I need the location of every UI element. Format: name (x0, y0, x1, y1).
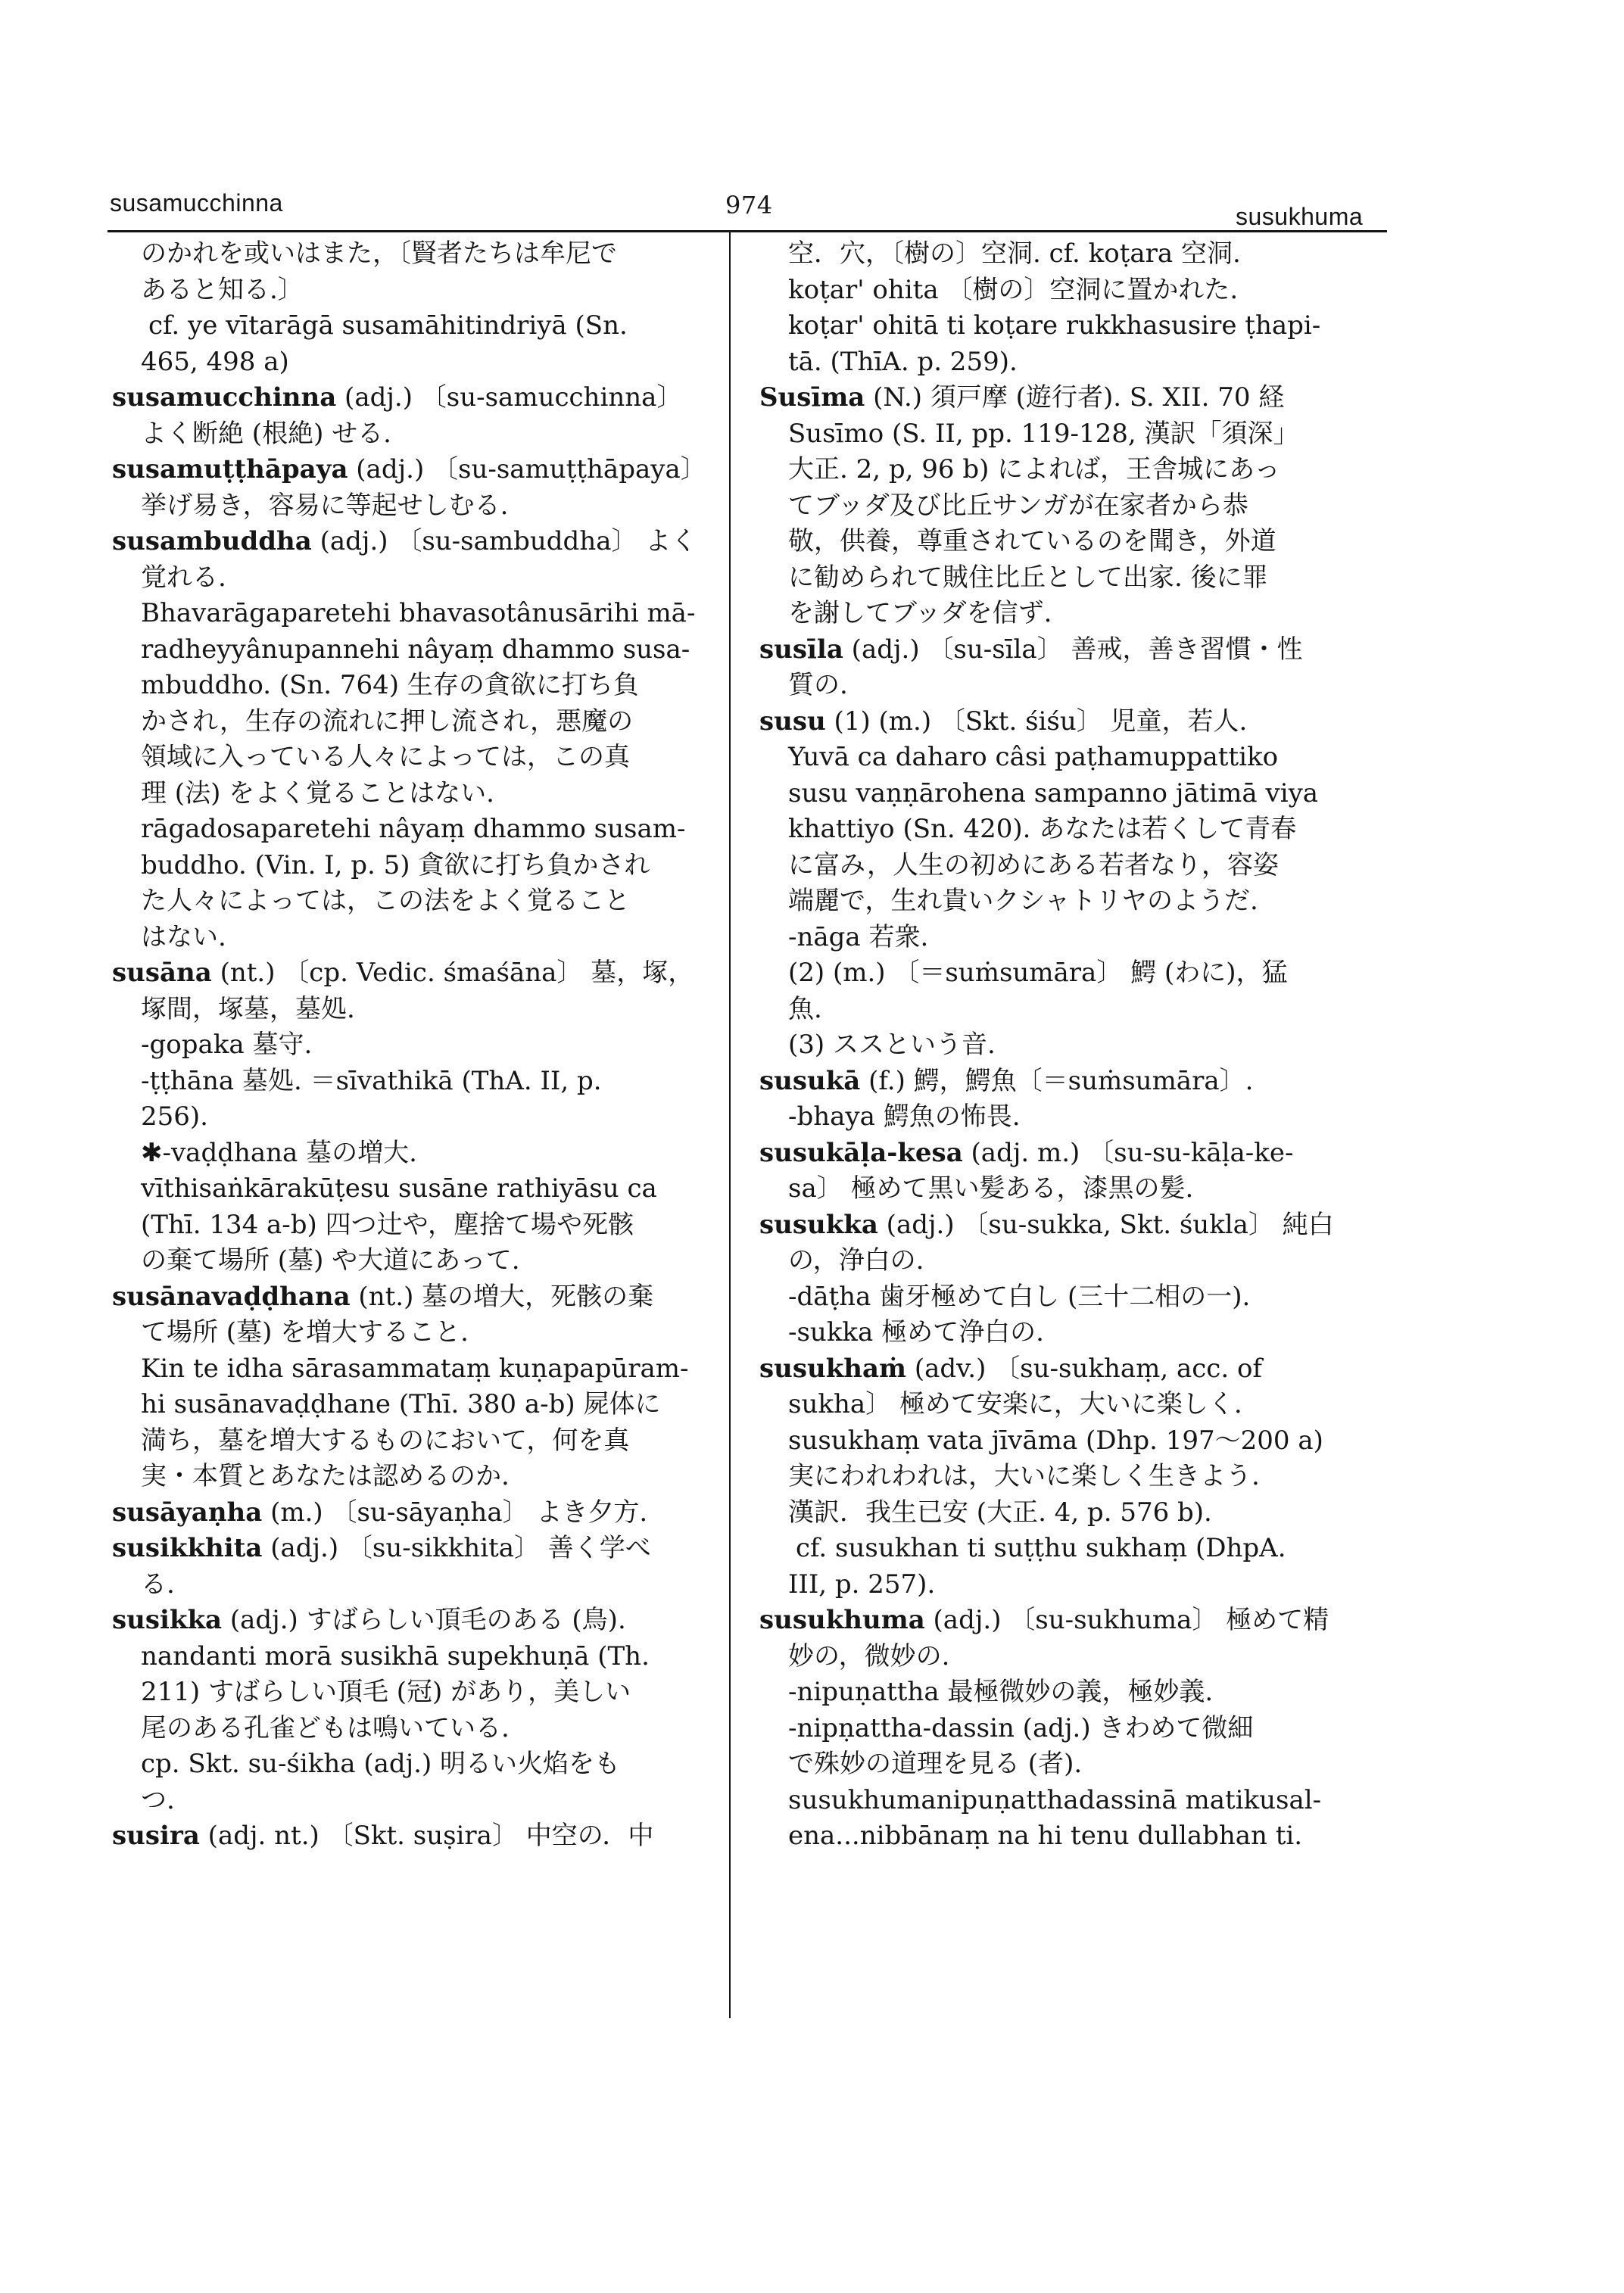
running-head-left: susamucchinna (110, 189, 283, 217)
definition-text: (adj.) 〔su-sambuddha〕 よく (311, 526, 697, 556)
definition-text: (3) ススという音. (788, 1030, 996, 1060)
definition-text: てブッダ及び比丘サンガが在家者から恭 (788, 490, 1248, 521)
entry-line (759, 380, 1388, 416)
definition-text: (adj.) 〔su-samucchinna〕 (336, 382, 683, 413)
definition-text: 質の. (788, 670, 848, 700)
headword: susukka (759, 1209, 878, 1240)
definition-text: 魚. (788, 993, 822, 1024)
text-line (112, 812, 718, 848)
text-line (112, 308, 718, 344)
text-line (112, 1783, 718, 1819)
headword: susikkhita (112, 1533, 263, 1563)
text-line (112, 1136, 718, 1172)
definition-text: 空．穴，〔樹の〕空洞. cf. koṭara 空洞. (788, 238, 1241, 269)
headword: susāna (112, 958, 212, 988)
entry-line (112, 1603, 718, 1639)
definition-text: susukhumanipuṇatthadassinā matikusal- (788, 1784, 1322, 1815)
text-line (759, 1495, 1388, 1531)
definition-text: る. (141, 1569, 175, 1600)
definition-text: 端麗で，生れ貴いクシャトリヤのようだ. (788, 886, 1258, 916)
entry-line (112, 1279, 718, 1316)
text-line (759, 1567, 1388, 1603)
definition-text: 465, 498 a) (141, 346, 289, 377)
definition-text: 領域に入っている人々によっては，この真 (141, 742, 630, 772)
text-line (112, 883, 718, 920)
text-line (759, 1639, 1388, 1675)
text-line (112, 668, 718, 704)
column-divider (729, 232, 731, 2018)
entry-line (112, 1495, 718, 1531)
definition-text: sa〕 極めて黒い髪ある，漆黒の髪. (788, 1173, 1194, 1204)
text-line (112, 632, 718, 668)
definition-text: 尾のある孔雀どもは鳴いている. (141, 1712, 510, 1743)
text-line (759, 1711, 1388, 1747)
entry-line (112, 1818, 718, 1855)
definition-text: -ṭṭhāna 墓処. ＝sīvathikā (ThA. II, p. (141, 1065, 602, 1096)
definition-text: (adj.) すばらしい頂毛のある (鳥). (222, 1605, 626, 1635)
text-line (759, 668, 1388, 704)
headword: susamucchinna (112, 382, 337, 413)
text-line (759, 488, 1388, 525)
headword: susu (759, 706, 826, 737)
definition-text: ✱-vaḍḍhana 墓の増大. (141, 1137, 417, 1168)
definition-text: (N.) 須戸摩 (遊行者). S. XII. 70 経 (865, 382, 1285, 413)
text-line (759, 812, 1388, 848)
text-line (759, 1387, 1388, 1423)
headword: susukāḷa-kesa (759, 1137, 963, 1168)
text-line (759, 1027, 1388, 1064)
text-line (759, 308, 1388, 344)
entry-line (759, 1064, 1388, 1100)
definition-text: Bhavarāgaparetehi bhavasotânusārihi mā- (141, 598, 696, 628)
definition-text: tā. (ThīA. p. 259). (788, 346, 1018, 377)
headword: Susīma (759, 382, 865, 413)
headword: susāyaṇha (112, 1497, 263, 1528)
definition-text: koṭar' ohita 〔樹の〕空洞に置かれた. (788, 274, 1239, 305)
definition-text: cp. Skt. su-śikha (adj.) 明るい火焰をも (141, 1749, 621, 1779)
running-head-right: susukhuma (1236, 203, 1364, 230)
text-line (759, 776, 1388, 812)
text-line (759, 1459, 1388, 1495)
entry-line (759, 1207, 1388, 1244)
definition-text: 漢訳．我生已安 (大正. 4, p. 576 b). (788, 1497, 1212, 1528)
definition-text: 実・本質とあなたは認めるのか. (141, 1461, 510, 1491)
definition-text: 敬，供養，尊重されているのを聞き，外道 (788, 526, 1276, 556)
definition-text: (nt.) 〔cp. Vedic. śmaśāna〕 墓，塚， (211, 958, 694, 988)
text-line (759, 848, 1388, 884)
entry-line (759, 1136, 1388, 1172)
definition-text: -bhaya 鰐魚の怖畏. (788, 1101, 1021, 1132)
definition-text: cf. ye vītarāgā susamāhitindriyā (Sn. (148, 310, 628, 341)
definition-text: 実にわれわれは，大いに楽しく生きよう. (788, 1461, 1260, 1491)
headword: susamuṭṭhāpaya (112, 454, 348, 484)
definition-text: Yuvā ca daharo câsi paṭhamuppattiko (788, 742, 1279, 772)
left-column (112, 236, 718, 1855)
definition-text: 211) すばらしい頂毛 (冠) があり，美しい (141, 1677, 631, 1707)
text-line (759, 1675, 1388, 1711)
definition-text: の，浄白の. (788, 1245, 924, 1276)
definition-text: (adv.) 〔su-sukhaṃ, acc. of (906, 1353, 1263, 1384)
text-line (759, 1315, 1388, 1351)
definition-text: よく断絶 (根絶) せる. (141, 418, 391, 449)
definition-text: -nipuṇattha 最極微妙の義，極妙義. (788, 1677, 1214, 1707)
text-line (112, 1351, 718, 1388)
definition-text: (adj.) 〔su-sukhuma〕 極めて精 (924, 1605, 1329, 1635)
entry-line (112, 380, 718, 416)
definition-text: hi susānavaḍḍhane (Thī. 380 a-b) 屍体に (141, 1389, 661, 1419)
text-line (759, 955, 1388, 992)
text-line (112, 1171, 718, 1207)
definition-text: を謝してブッダを信ず. (788, 598, 1052, 628)
text-line (112, 1746, 718, 1783)
definition-text: で殊妙の道理を見る (者). (788, 1749, 1083, 1779)
definition-text: 256). (141, 1101, 208, 1132)
text-line (112, 596, 718, 632)
text-line (112, 416, 718, 453)
definition-text: に富み，人生の初めにある若者なり，容姿 (788, 849, 1280, 880)
definition-text: た人々によっては，この法をよく覚ること (141, 886, 630, 916)
entry-line (759, 1603, 1388, 1639)
text-line (112, 236, 718, 273)
definition-text: 覚れる. (141, 562, 226, 593)
definition-text: はない. (141, 921, 226, 952)
definition-text: (m.) 〔su-sāyaṇha〕 よき夕方. (262, 1497, 648, 1528)
definition-text: rāgadosaparetehi nâyaṃ dhammo susam- (141, 814, 686, 844)
entry-line (112, 1531, 718, 1567)
definition-text: (Thī. 134 a-b) 四つ辻や，塵捨て場や死骸 (141, 1209, 634, 1240)
entry-line (112, 955, 718, 992)
definition-text: -nipṇattha-dassin (adj.) きわめて微細 (788, 1712, 1254, 1743)
text-line (759, 596, 1388, 632)
definition-text: cf. susukhan ti suṭṭhu sukhaṃ (DhpA. (796, 1533, 1286, 1563)
text-line (759, 416, 1388, 453)
text-line (759, 560, 1388, 597)
definition-text: かされ，生存の流れに押し流され，悪魔の (141, 706, 634, 737)
definition-text: (adj. m.) 〔su-su-kāḷa-ke- (962, 1137, 1294, 1168)
text-line (759, 1818, 1388, 1855)
text-line (759, 1099, 1388, 1136)
definition-text: Kin te idha sārasammataṃ kuṇapapūram- (141, 1353, 689, 1384)
text-line (112, 1675, 718, 1711)
entry-line (759, 1351, 1388, 1388)
text-line (112, 920, 718, 956)
text-line (112, 848, 718, 884)
definition-text: koṭar' ohitā ti koṭare rukkhasusire ṭhapi- (788, 310, 1321, 341)
text-line (759, 1423, 1388, 1460)
definition-text: sukha〕 極めて安楽に，大いに楽しく. (788, 1389, 1242, 1419)
text-line (112, 1711, 718, 1747)
entry-line (112, 524, 718, 560)
text-line (759, 1243, 1388, 1279)
text-line (112, 992, 718, 1028)
text-line (759, 1783, 1388, 1819)
text-line (112, 560, 718, 597)
definition-text: radheyyânupannehi nâyaṃ dhammo susa- (141, 634, 690, 665)
definition-text: vīthisaṅkārakūṭesu susāne rathiyāsu ca (141, 1173, 657, 1204)
text-line (112, 1567, 718, 1603)
definition-text: buddho. (Vin. I, p. 5) 貪欲に打ち負かされ (141, 849, 650, 880)
text-line (759, 1746, 1388, 1783)
text-line (112, 740, 718, 776)
text-line (759, 452, 1388, 488)
right-column (759, 236, 1388, 1855)
text-line (112, 488, 718, 525)
headword: susambuddha (112, 526, 312, 556)
entry-line (759, 632, 1388, 668)
text-line (112, 344, 718, 381)
headword: susukhuma (759, 1605, 925, 1635)
definition-text: 理 (法) をよく覚ることはない. (141, 777, 494, 808)
definition-text: (1) (m.) 〔Skt. śiśu〕 児童，若人. (825, 706, 1248, 737)
text-line (759, 273, 1388, 309)
definition-text: つ. (141, 1784, 175, 1815)
entry-line (759, 704, 1388, 740)
definition-text: susu vaṇṇārohena sampanno jātimā viya (788, 777, 1319, 808)
definition-text: (adj.) 〔su-sīla〕 善戒，善き習慣・性 (843, 634, 1303, 665)
text-line (112, 1099, 718, 1136)
text-line (759, 344, 1388, 381)
definition-text: の棄て場所 (墓) や大道にあって. (141, 1245, 520, 1276)
text-line (112, 273, 718, 309)
definition-text: 満ち，墓を増大するものにおいて，何を真 (141, 1425, 630, 1456)
text-line (759, 920, 1388, 956)
definition-text: 挙げ易き，容易に等起せしむる. (141, 490, 509, 521)
definition-text: に勧められて賊住比丘として出家. 後に罪 (788, 562, 1268, 593)
text-line (759, 524, 1388, 560)
headword: susikka (112, 1605, 223, 1635)
definition-text: あると知る.〕 (141, 274, 304, 305)
definition-text: (f.) 鰐，鰐魚〔＝suṁsumāra〕. (860, 1065, 1254, 1096)
headword: susukā (759, 1065, 861, 1096)
headword: susira (112, 1821, 200, 1851)
definition-text: (2) (m.) 〔＝suṁsumāra〕 鰐 (わに)，猛 (788, 958, 1288, 988)
text-line (112, 1459, 718, 1495)
text-line (112, 1027, 718, 1064)
definition-text: て場所 (墓) を増大すること. (141, 1317, 469, 1347)
definition-text: khattiyo (Sn. 420). あなたは若くして青春 (788, 814, 1297, 844)
text-line (759, 992, 1388, 1028)
definition-text: (adj. nt.) 〔Skt. suṣira〕 中空の．中 (199, 1821, 654, 1851)
definition-text: (adj.) 〔su-sukka, Skt. śukla〕 純白 (877, 1209, 1334, 1240)
definition-text: (adj.) 〔su-sikkhita〕 善く学べ (262, 1533, 651, 1563)
text-line (112, 1639, 718, 1675)
definition-text: mbuddho. (Sn. 764) 生存の貪欲に打ち負 (141, 670, 639, 700)
entry-line (112, 452, 718, 488)
definition-text: 大正. 2, p, 96 b) によれば，王舎城にあっ (788, 454, 1280, 484)
headword: susānavaḍḍhana (112, 1281, 351, 1312)
text-line (112, 1387, 718, 1423)
headword: susīla (759, 634, 843, 665)
text-line (759, 1531, 1388, 1567)
text-line (759, 236, 1388, 273)
text-line (112, 1064, 718, 1100)
definition-text: 塚間，塚墓，墓処. (141, 993, 355, 1024)
definition-text: -sukka 極めて浄白の. (788, 1317, 1044, 1347)
text-line (759, 740, 1388, 776)
page-number: 974 (725, 191, 773, 220)
definition-text: Susīmo (S. II, pp. 119-128, 漢訳「須深」 (788, 418, 1299, 449)
text-line (759, 1171, 1388, 1207)
definition-text: のかれを或いはまた，〔賢者たちは牟尼で (141, 238, 617, 269)
text-line (759, 883, 1388, 920)
header-rule (108, 230, 1387, 232)
definition-text: -gopaka 墓守. (141, 1030, 313, 1060)
definition-text: nandanti morā susikhā supekhuṇā (Th. (141, 1640, 650, 1671)
definition-text: -dāṭha 歯牙極めて白し (三十二相の一). (788, 1281, 1251, 1312)
text-line (112, 1243, 718, 1279)
definition-text: ena...nibbānaṃ na hi tenu dullabhan ti. (788, 1821, 1303, 1851)
text-line (112, 1315, 718, 1351)
text-line (112, 704, 718, 740)
headword: susukhaṁ (759, 1353, 907, 1384)
definition-text: III, p. 257). (788, 1569, 936, 1600)
definition-text: 妙の，微妙の. (788, 1640, 950, 1671)
text-line (112, 1207, 718, 1244)
text-line (112, 776, 718, 812)
definition-text: (adj.) 〔su-samuṭṭhāpaya〕 (348, 454, 706, 484)
definition-text: -nāga 若衆. (788, 921, 929, 952)
definition-text: (nt.) 墓の増大，死骸の棄 (350, 1281, 654, 1312)
definition-text: susukhaṃ vata jīvāma (Dhp. 197〜200 a) (788, 1425, 1323, 1456)
text-line (759, 1279, 1388, 1316)
text-line (112, 1423, 718, 1460)
